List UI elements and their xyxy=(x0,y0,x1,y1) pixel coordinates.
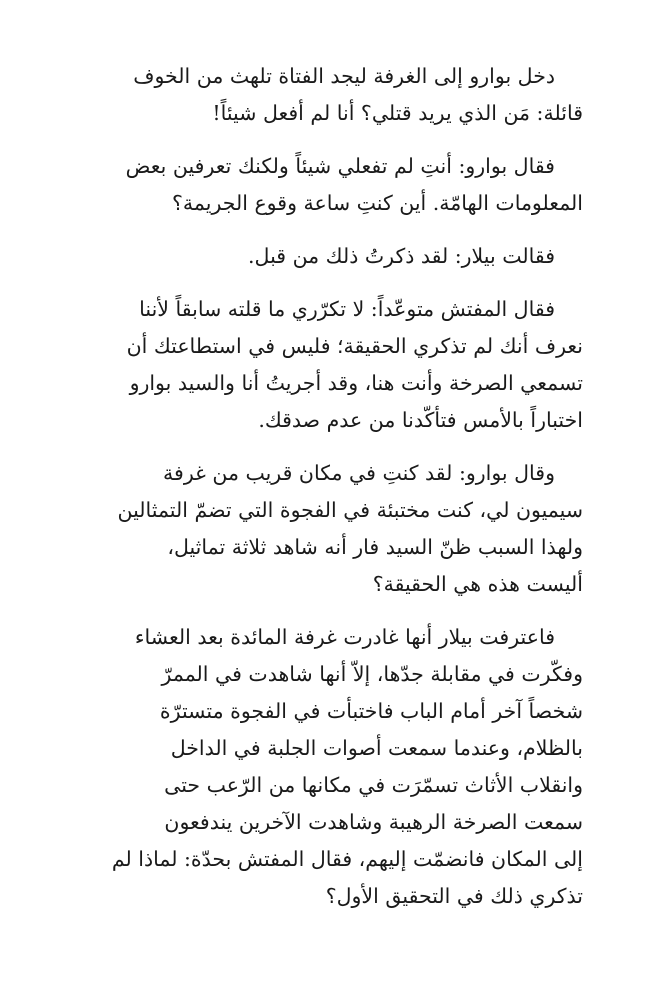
text-line: فقالت بيلار: لقد ذكرتُ ذلك من قبل. xyxy=(248,244,555,268)
text-line: بالظلام، وعندما سمعت أصوات الجلبة في الداخل xyxy=(170,736,583,760)
text-line: سيميون لي، كنت مختبئة في الفجوة التي تضمّ التمثالين xyxy=(117,498,583,522)
text-line: وفكّرت في مقابلة جدّها، إلاّ أنها شاهدت في الممرّ xyxy=(161,662,583,686)
paragraph xyxy=(70,58,583,132)
text-line: شخصاً آخر أمام الباب فاختبأت في الفجوة متسترّة xyxy=(159,699,583,723)
text-line: فقال بوارو: أنتِ لم تفعلي شيئاً ولكنك تعرفين بعض xyxy=(125,154,555,178)
text-line: وقال بوارو: لقد كنتِ في مكان قريب من غرفة xyxy=(163,461,555,485)
text-line: اختباراً بالأمس فتأكّدنا من عدم صدقك. xyxy=(258,408,583,432)
text-line: نعرف أنك لم تذكري الحقيقة؛ فليس في استطاعتك أن xyxy=(126,334,583,358)
text-line: المعلومات الهامّة. أين كنتِ ساعة وقوع الجريمة؟ xyxy=(172,191,583,215)
paragraph xyxy=(70,619,583,915)
text-line: تذكري ذلك في التحقيق الأول؟ xyxy=(325,884,583,908)
text-line: وانقلاب الأثاث تسمّرَت في مكانها من الرّعب حتى xyxy=(164,773,583,797)
text-line: إلى المكان فانضمّت إليهم، فقال المفتش بحدّة: لماذا لم xyxy=(111,847,583,871)
text-line: سمعت الصرخة الرهيبة وشاهدت الآخرين يندفعون xyxy=(164,810,583,834)
paragraph xyxy=(70,291,583,439)
paragraph xyxy=(70,455,583,603)
text-line: أليست هذه هي الحقيقة؟ xyxy=(372,572,583,596)
paragraph xyxy=(70,148,583,222)
text-line: فقال المفتش متوعّداً: لا تكرّري ما قلته سابقاً لأننا xyxy=(139,297,555,321)
text-line: قائلة: مَن الذي يريد قتلي؟ أنا لم أفعل شيئاً! xyxy=(212,101,583,125)
text-line: ولهذا السبب ظنّ السيد فار أنه شاهد ثلاثة تماثيل، xyxy=(167,535,583,559)
text-line: دخل بوارو إلى الغرفة ليجد الفتاة تلهث من الخوف xyxy=(133,64,555,88)
text-line: تسمعي الصرخة وأنت هنا، وقد أجريتُ أنا والسيد بوارو xyxy=(129,371,583,395)
text-line: فاعترفت بيلار أنها غادرت غرفة المائدة بعد العشاء xyxy=(134,625,555,649)
paragraph xyxy=(70,238,583,275)
book-page xyxy=(70,58,583,931)
